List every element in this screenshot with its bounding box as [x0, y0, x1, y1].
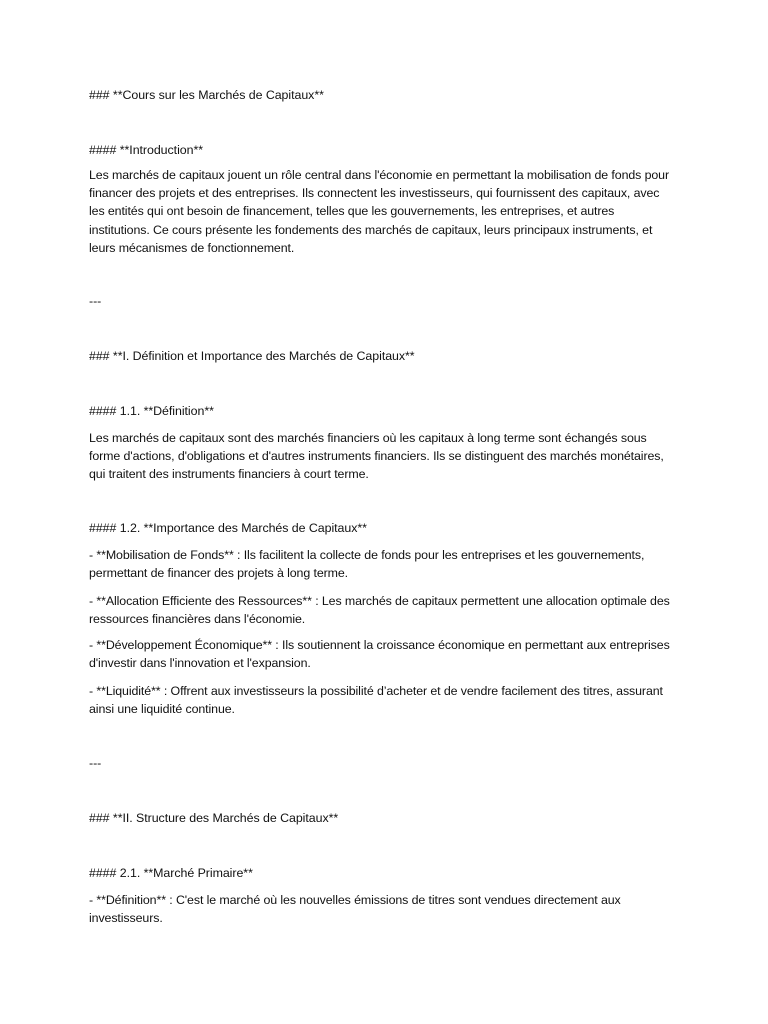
section2-heading: ### **II. Structure des Marchés de Capitaux**	[89, 811, 339, 825]
list-item: - **Définition** : C'est le marché où les nouvelles émissions de titres sont vendues directement aux investisseurs.	[89, 893, 621, 926]
subsection-1-1-paragraph: Les marchés de capitaux sont des marchés financiers où les capitaux à long terme sont échangés sous forme d'actions, d'obligations et d'autres instruments financiers. Ils se distinguent des marchés monétaires, qui traitent des instruments financiers à court terme.	[89, 431, 664, 482]
separator: ---	[89, 294, 102, 308]
intro-heading: #### **Introduction**	[89, 143, 203, 157]
subsection-2-1-heading: #### 2.1. **Marché Primaire**	[89, 866, 253, 880]
list-item: - **Mobilisation de Fonds** : Ils facilitent la collecte de fonds pour les entreprises et les gouvernements, permettant de financer des projets à long terme.	[89, 548, 645, 581]
list-item: - **Développement Économique** : Ils soutiennent la croissance économique en permettant aux entreprises d'investir dans l'innovation et l'expansion.	[89, 638, 670, 671]
subsection-1-1-heading: #### 1.1. **Définition**	[89, 404, 214, 418]
document-title: ### **Cours sur les Marchés de Capitaux**	[89, 88, 324, 102]
separator: ---	[89, 756, 102, 770]
section1-heading: ### **I. Définition et Importance des Marchés de Capitaux**	[89, 349, 415, 363]
subsection-1-2-heading: #### 1.2. **Importance des Marchés de Capitaux**	[89, 521, 367, 535]
intro-paragraph: Les marchés de capitaux jouent un rôle central dans l'économie en permettant la mobilisation de fonds pour financer des projets et des entreprises. Ils connectent les investisseurs, qui fournissent des capitaux, avec les entités qui ont besoin de financement, telles que les gouvernements, les entreprises, et autres institutions. Ce cours présente les fondements des marchés de capitaux, leurs principaux instruments, et leurs mécanismes de fonctionnement.	[89, 168, 669, 255]
list-item: - **Allocation Efficiente des Ressources** : Les marchés de capitaux permettent une allocation optimale des ressources financières dans l'économie.	[89, 594, 670, 627]
list-item: - **Liquidité** : Offrent aux investisseurs la possibilité d’acheter et de vendre facilement des titres, assurant ainsi une liquidité continue.	[89, 684, 663, 717]
